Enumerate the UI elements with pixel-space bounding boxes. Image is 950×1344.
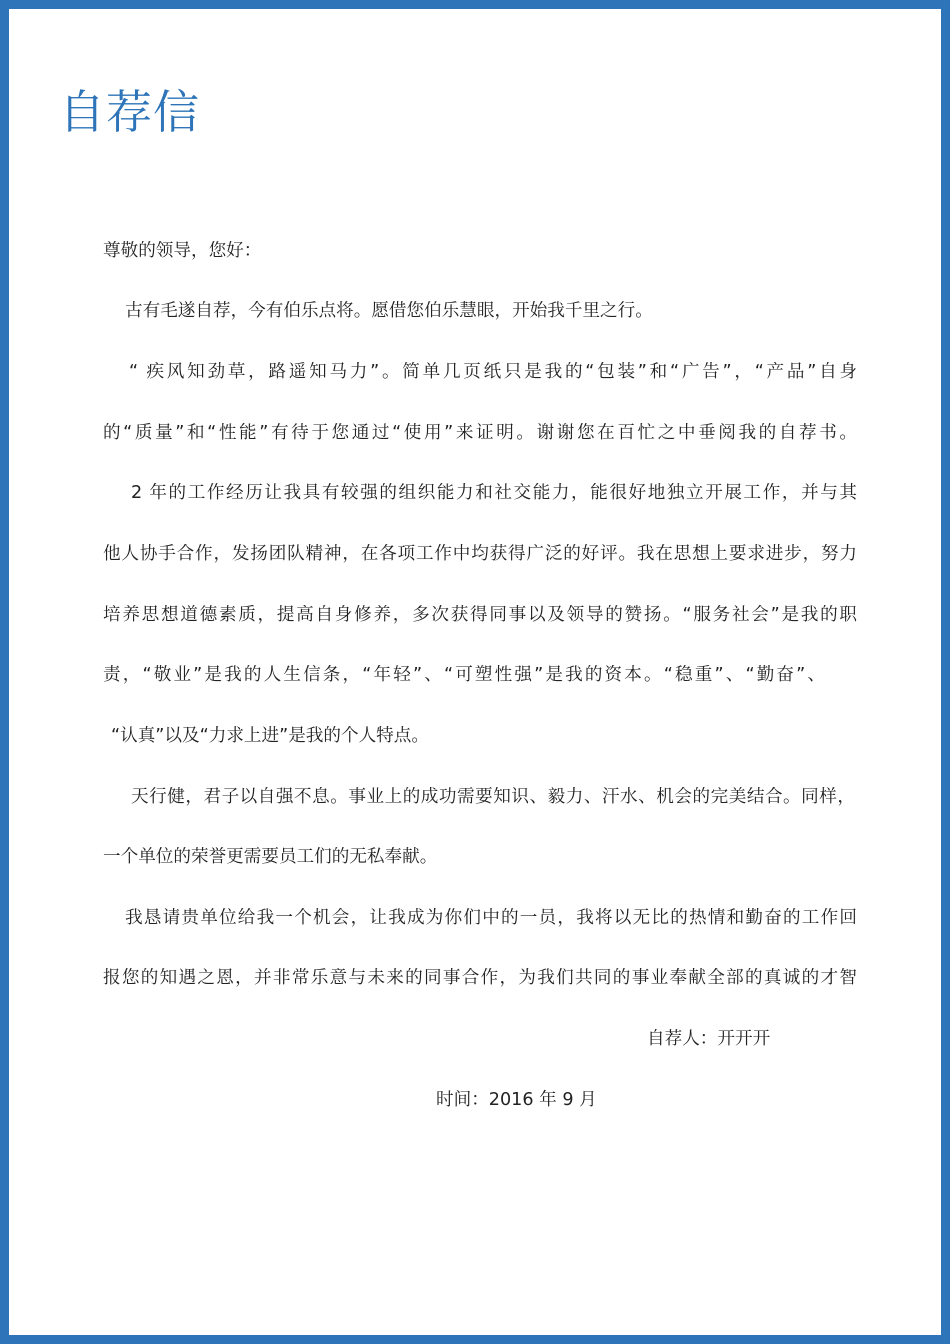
- letter-line: 天行健，君子以自强不息。事业上的成功需要知识、毅力、汗水、机会的完美结合。同样，: [131, 787, 855, 807]
- letter-line: 古有毛遂自荐，今有伯乐点将。愿借您伯乐慧眼，开始我千里之行。: [125, 301, 653, 321]
- letter-line: 他人协手合作，发扬团队精神，在各项工作中均获得广泛的好评。我在思想上要求进步，努力: [103, 544, 857, 564]
- signature-date: 时间：2016 年 9 月: [436, 1090, 597, 1110]
- letter-line: 2 年的工作经历让我具有较强的组织能力和社交能力，能很好地独立开展工作，并与其: [131, 483, 857, 503]
- letter-line: 我恳请贵单位给我一个机会，让我成为你们中的一员，我将以无比的热情和勤奋的工作回: [125, 908, 857, 928]
- signature-author: 自荐人：开开开: [647, 1029, 771, 1049]
- page-title: 自荐信: [59, 85, 200, 139]
- letter-line: 的“质量”和“性能”有待于您通过“使用”来证明。谢谢您在百忙之中垂阅我的自荐书。: [103, 423, 857, 443]
- letter-line: “认真”以及“力求上进”是我的个人特点。: [111, 726, 429, 746]
- letter-line: 责，“敬业”是我的人生信条，“年轻”、“可塑性强”是我的资本。“稳重”、“勤奋”、: [103, 665, 825, 685]
- letter-line: 报您的知遇之恩，并非常乐意与未来的同事合作，为我们共同的事业奉献全部的真诚的才智: [103, 968, 857, 988]
- letter-line: 一个单位的荣誉更需要员工们的无私奉献。: [103, 847, 438, 867]
- letter-line: “ 疾风知劲草，路遥知马力”。简单几页纸只是我的“包装”和“广告”，“产品”自身: [129, 362, 857, 382]
- letter-line: 培养思想道德素质，提高自身修养，多次获得同事以及领导的赞扬。“服务社会”是我的职: [103, 605, 857, 625]
- letter-greeting: 尊敬的领导，您好：: [103, 241, 262, 261]
